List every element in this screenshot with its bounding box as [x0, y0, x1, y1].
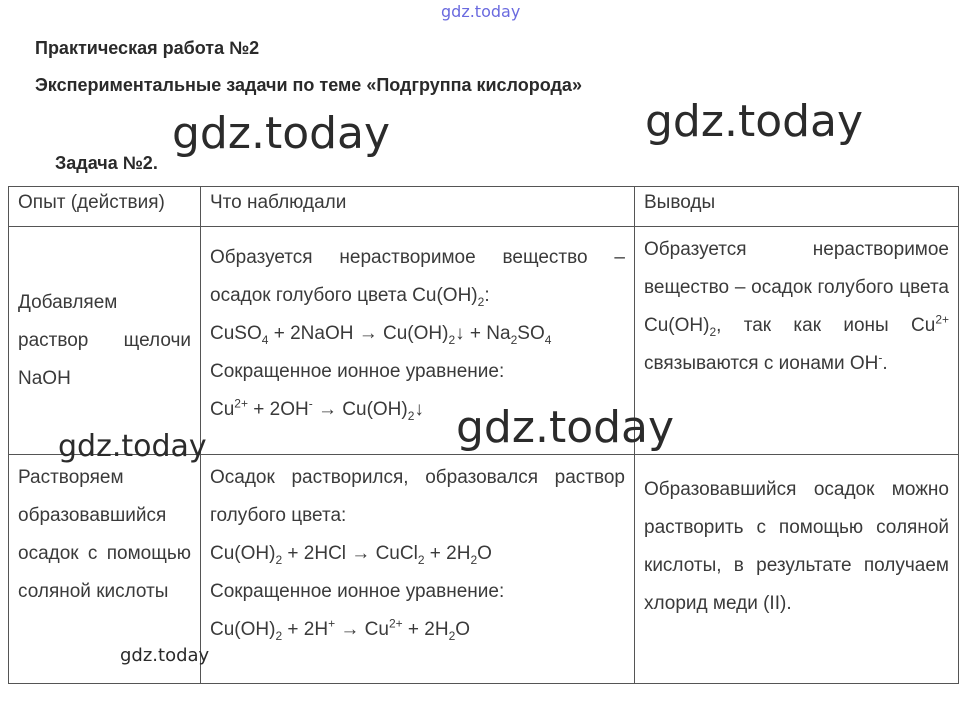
subscript: 4 — [544, 332, 552, 347]
text: + 2H — [424, 543, 471, 564]
text: + 2NaOH → Cu(OH) — [268, 323, 449, 344]
subscript: 2 — [417, 552, 425, 567]
row1-equation-molecular — [210, 315, 625, 353]
subscript: 2 — [510, 332, 518, 347]
text: + 2H — [402, 619, 449, 640]
subscript: 2 — [275, 628, 283, 643]
text: + 2HCl → CuCl — [282, 543, 418, 564]
subscript: 2 — [407, 408, 415, 423]
text: . — [882, 353, 888, 374]
watermark: gdz.today — [120, 645, 210, 666]
row1-observed-line4: Сокращенное ионное уравнение: — [210, 361, 505, 382]
table-header-row — [9, 187, 959, 227]
row2-observed — [201, 455, 635, 684]
watermark: gdz.today — [645, 96, 864, 147]
text: → Cu(OH) — [312, 399, 408, 420]
superscript: - — [878, 350, 883, 365]
page-title: Практическая работа №2 — [35, 38, 260, 58]
text: → Cu — [335, 619, 389, 640]
subscript: 2 — [470, 552, 478, 567]
header-experiment: Опыт (действия) — [9, 187, 201, 227]
row1-conclusion — [635, 227, 959, 455]
text: SO — [517, 323, 545, 344]
text: связываются с ионами OH — [644, 353, 879, 374]
row2-equation-ionic — [210, 611, 625, 649]
superscript: - — [308, 396, 313, 411]
text: Cu(OH) — [210, 619, 276, 640]
header-conclusion: Выводы — [635, 187, 959, 227]
row1-experiment: Добавляем раствор щелочи NaOH — [9, 227, 201, 455]
subscript: 2 — [275, 552, 283, 567]
text: O — [477, 543, 492, 564]
watermark-top: gdz.today — [441, 2, 521, 21]
header-observed: Что наблюдали — [201, 187, 635, 227]
text: : — [484, 285, 490, 306]
subscript: 2 — [448, 332, 456, 347]
superscript: 2+ — [388, 616, 403, 631]
row1-observed-line2 — [210, 277, 625, 315]
subscript: 4 — [261, 332, 269, 347]
page-subtitle: Экспериментальные задачи по теме «Подгруппа кислорода» — [35, 75, 582, 95]
text: CuSO — [210, 323, 262, 344]
text: ↓ + Na — [455, 323, 511, 344]
subscript: 2 — [448, 628, 456, 643]
superscript: 2+ — [935, 312, 949, 327]
text: , так как ионы Cu — [716, 315, 936, 336]
subscript: 2 — [709, 324, 717, 339]
watermark: gdz.today — [456, 402, 675, 453]
subscript: 2 — [477, 294, 485, 309]
text: Cu — [210, 399, 235, 420]
task-heading: Задача №2. — [55, 153, 158, 173]
text: Cu(OH) — [210, 543, 276, 564]
text: Образуется нерастворимое вещество – осадок голубого цвета Cu(OH) — [644, 239, 949, 336]
text: + 2OH — [247, 399, 309, 420]
watermark: gdz.today — [172, 108, 391, 159]
text: + 2H — [282, 619, 329, 640]
watermark: gdz.today — [58, 429, 207, 464]
text: ↓ — [414, 399, 424, 420]
text: осадок голубого цвета Cu(OH) — [210, 285, 478, 306]
superscript: 2+ — [234, 396, 248, 411]
text: O — [455, 619, 471, 640]
row2-equation-molecular — [210, 535, 625, 573]
row1-observed-line1: Образуется нерастворимое вещество – — [210, 247, 625, 268]
row2-observed-line4: Сокращенное ионное уравнение: — [210, 581, 505, 602]
row2-observed-line1: Осадок растворился, образовался раствор голубого цвета: — [210, 467, 625, 526]
superscript: + — [328, 616, 336, 631]
row2-conclusion: Образовавшийся осадок можно растворить с помощью соляной кислоты, в результате получаем хлорид меди (II). — [635, 455, 959, 684]
row2-experiment: Растворяем образовавшийся осадок с помощью соляной кислоты — [9, 455, 201, 684]
